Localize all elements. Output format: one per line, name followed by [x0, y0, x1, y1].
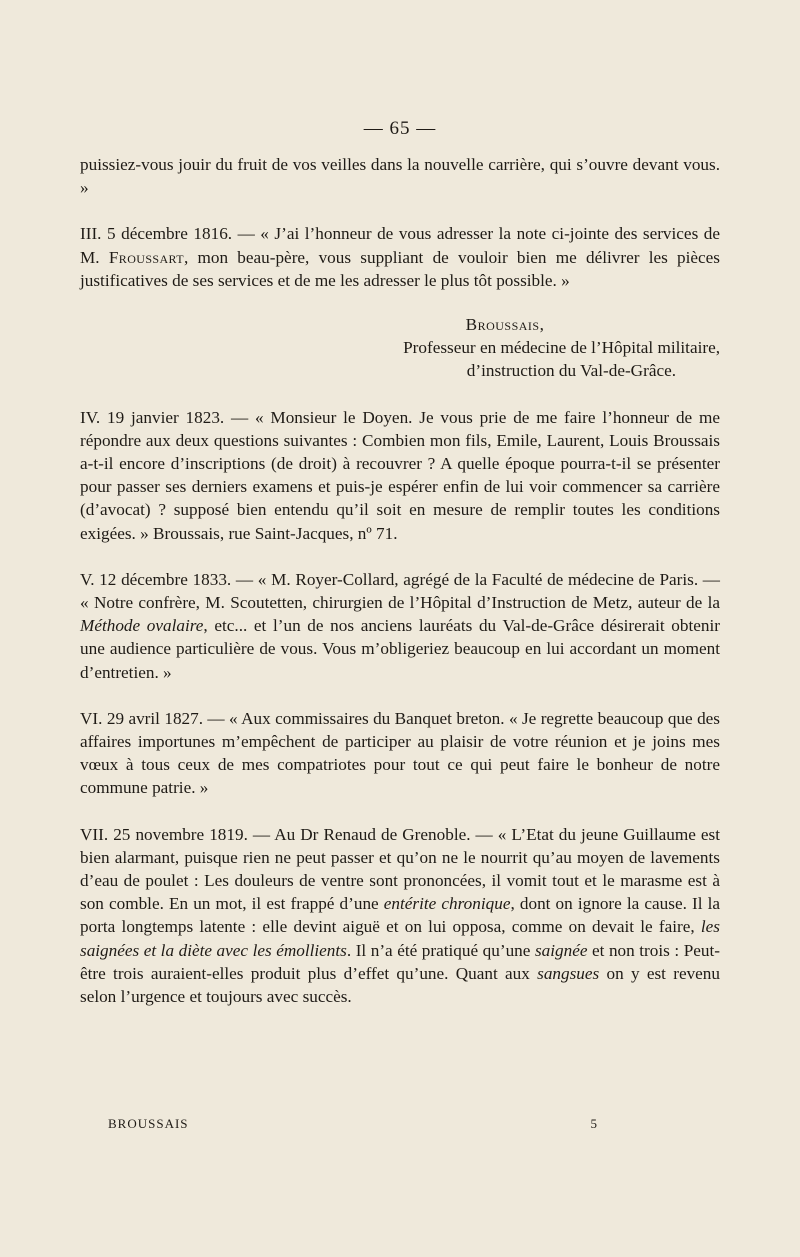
signature-title-line1: Professeur en médecine de l’Hôpital militaire,	[403, 338, 720, 358]
italic-term: sangsues	[537, 963, 600, 983]
paragraph-text: , etc... et l’un de nos anciens lauréats du Val-de-Grâce désirerait obtenir une audience particulière de vous. Vous m’obligeriez beaucoup en lui accordant un moment d’entretien. »	[80, 616, 720, 682]
paragraph-text: V. 12 décembre 1833. — « M. Royer-Collard, agrégé de la Faculté de médecine de Paris. — « Notre confrère, M. Scoutetten, chirurgien de l’Hôpital d’Instruction de Metz, auteur de la	[80, 569, 720, 613]
paragraph-text: , dont on ignore la cause. Il la porta longtemps latente : elle devint aiguë et on lui opposa, comme on devait le faire,	[80, 894, 721, 937]
footer-sheet-number: 5	[590, 1116, 598, 1131]
page-footer	[108, 1116, 598, 1132]
paragraph-v	[80, 568, 720, 684]
paragraph-iii	[80, 222, 720, 292]
paragraph-text: on y est revenu selon l’urgence et toujours avec succès.	[80, 963, 720, 1007]
page-number: — 65 —	[363, 118, 437, 139]
paragraph-text: et non trois : Peut-être trois auraient-elles produit plus d’effet qu’une. Quant aux	[80, 940, 720, 983]
italic-term: saignée	[534, 940, 588, 960]
italic-term: les saignées et la diète avec les émollients	[80, 917, 720, 960]
paragraph-text: , mon beau-père, vous suppliant de vouloir bien me délivrer les pièces justificatives de ses services et de me les adresser le plus tôt possible. »	[80, 247, 720, 290]
paragraph-text: III. 5 décembre 1816. — « J’ai l’honneur de vous adresser la note ci-jointe des services de M.	[80, 224, 720, 267]
paragraph-text: puissiez-vous jouir du fruit de vos veilles dans la nouvelle carrière, qui s’ouvre devant vous. »	[80, 155, 720, 198]
letter-body	[80, 153, 720, 1031]
paragraph-text: . Il n’a été pratiqué qu’une	[346, 940, 535, 960]
paragraph-text: IV. 19 janvier 1823. — « Monsieur le Doyen. Je vous prie de me faire l’honneur de me répondre aux deux questions suivantes : Combien mon fils, Emile, Laurent, Louis Broussais a-t-il encore d’inscriptions (de droit) à recouvrer ? A quelle époque pourra-t-il se présenter pour passer ses derniers examens et puis-je espérer enfin de lui voir commencer sa carrière (d’avocat) ? supposé bien entendu qu’il soit en mesure de remplir toutes les conditions exigées. » Broussais, rue Saint-Jacques, nº 71.	[80, 407, 720, 543]
italic-title: Méthode ovalaire	[80, 616, 204, 636]
paragraph-text: VII. 25 novembre 1819. — Au Dr Renaud de Grenoble. — « L’Etat du jeune Guillaume est bien alarmant, puisque rien ne peut passer et qu’on ne le nourrit qu’au moyen de lavements d’eau de poulet : Les douleurs de ventre sont prononcées, il vomit tout et le marasme est à son comble. En un mot, il est frappé d’une	[80, 824, 720, 914]
paragraph-vi	[80, 707, 720, 800]
paragraph-text: VI. 29 avril 1827. — « Aux commissaires du Banquet breton. « Je regrette beaucoup que des affaires importunes m’empêchent de participer au plaisir de votre réunion et je joins mes vœux à tous ceux de mes compatriotes pour tout ce qui peut faire le bonheur de notre commune patrie. »	[80, 708, 720, 798]
signature-title-line2: d’instruction du Val-de-Grâce.	[466, 361, 676, 381]
paragraph-continuation	[80, 153, 720, 199]
name-froussart: Froussart	[108, 247, 184, 267]
signature-block	[80, 313, 720, 383]
italic-term: entérite chronique	[383, 894, 511, 914]
footer-signature-mark: BROUSSAIS	[108, 1116, 189, 1131]
paragraph-iv	[80, 406, 720, 545]
signature-name: Broussais,	[465, 315, 545, 335]
paragraph-vii	[80, 823, 720, 1009]
